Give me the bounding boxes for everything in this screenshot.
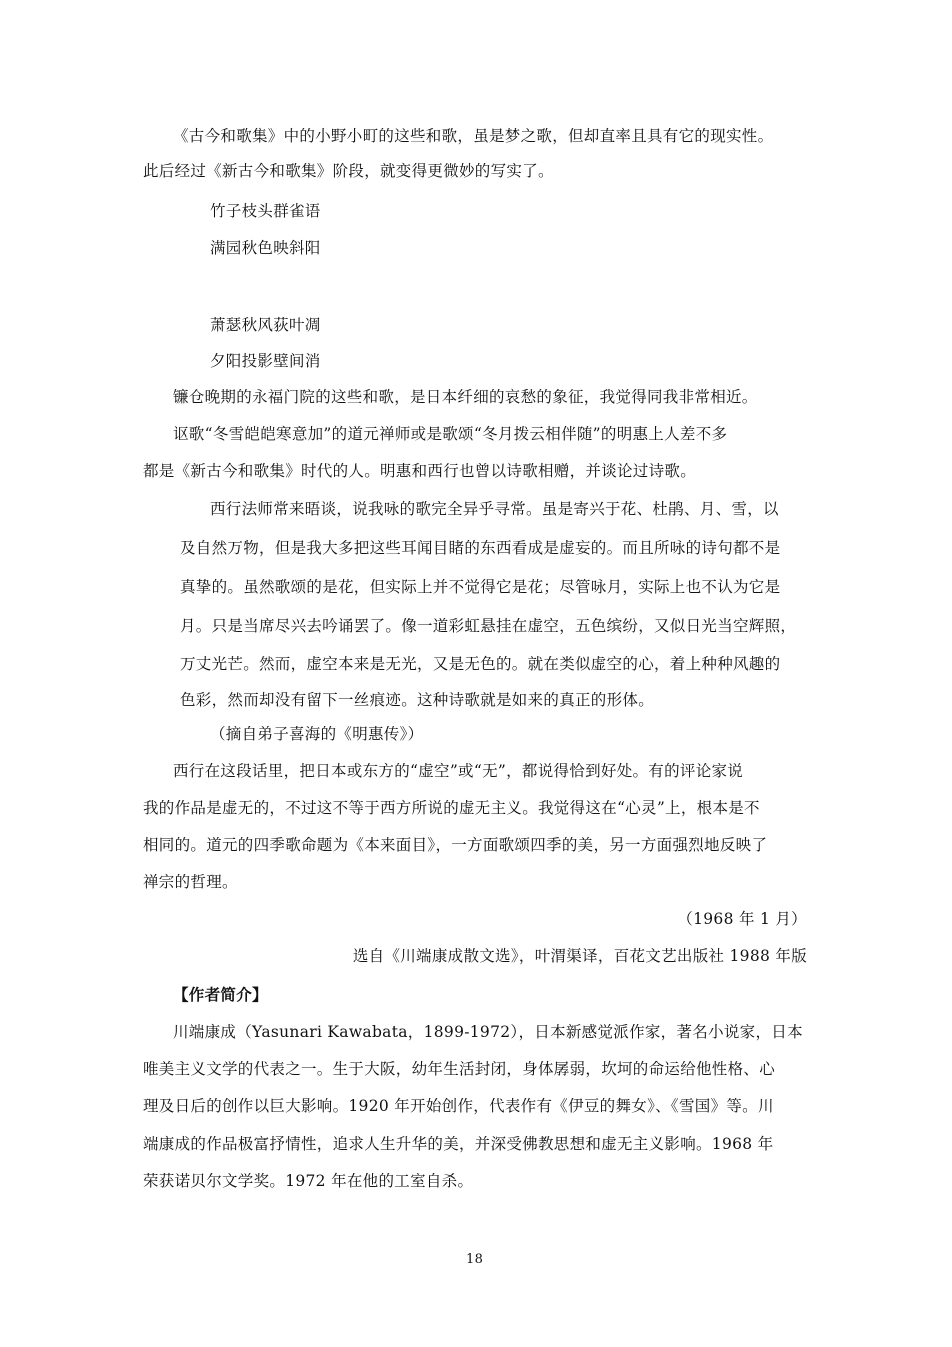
paragraph-saigyo-line-4: 禅宗的哲理。 bbox=[143, 873, 238, 891]
author-bio-line-2: 唯美主义文学的代表之一。生于大阪，幼年生活封闭，身体孱弱，坎坷的命运给他性格、心 bbox=[143, 1060, 776, 1078]
author-heading: 【作者简介】 bbox=[173, 985, 268, 1004]
date-line: （1968 年 1 月） bbox=[677, 910, 807, 928]
author-bio-line-5: 荣获诺贝尔文学奖。1972 年在他的工室自杀。 bbox=[143, 1172, 474, 1190]
quote-line-1: 西行法师常来晤谈，说我咏的歌完全异乎寻常。虽是寄兴于花、杜鹃、月、雪，以 bbox=[210, 500, 779, 518]
author-bio-line-1: 川端康成（Yasunari Kawabata，1899-1972），日本新感觉派作家，著名小说家，日本 bbox=[173, 1023, 803, 1041]
paragraph-saigyo-line-3: 相同的。道元的四季歌命题为《本来面目》，一方面歌颂四季的美，另一方面强烈地反映了 bbox=[143, 836, 768, 854]
quote-line-2: 及自然万物，但是我大多把这些耳闻目睹的东西看成是虚妄的。而且所咏的诗句都不是 bbox=[180, 539, 781, 557]
poem-1-line-1: 竹子枝头群雀语 bbox=[210, 202, 321, 220]
paragraph-saigyo-line-1: 西行在这段话里，把日本或东方的“虚空”或“无”，都说得恰到好处。有的评论家说 bbox=[173, 762, 744, 780]
quote-line-4: 月。只是当席尽兴去吟诵罢了。像一道彩虹悬挂在虚空，五色缤纷，又似日光当空辉照， bbox=[180, 617, 797, 635]
quote-line-6: 色彩，然而却没有留下一丝痕迹。这种诗歌就是如来的真正的形体。 bbox=[180, 691, 655, 709]
quote-source: （摘自弟子喜海的《明惠传》） bbox=[210, 725, 424, 743]
poem-2-line-2: 夕阳投影壁间消 bbox=[210, 352, 321, 370]
quote-line-5: 万丈光芒。然而，虚空本来是无光，又是无色的。就在类似虚空的心，着上种种风趣的 bbox=[180, 655, 781, 673]
author-bio-line-4: 端康成的作品极富抒情性，追求人生升华的美，并深受佛教思想和虚无主义影响。1968 年 bbox=[143, 1135, 774, 1153]
citation-line: 选自《川端康成散文选》，叶渭渠译，百花文艺出版社 1988 年版 bbox=[352, 947, 807, 965]
poem-1-line-2: 满园秋色映斜阳 bbox=[210, 239, 321, 257]
author-bio-line-3: 理及日后的创作以巨大影响。1920 年开始创作，代表作有《伊豆的舞女》、《雪国》等。川 bbox=[143, 1097, 774, 1115]
quote-line-3: 真挚的。虽然歌颂的是花，但实际上并不觉得它是花；尽管咏月，实际上也不认为它是 bbox=[180, 578, 781, 596]
paragraph-dogen-line-2: 都是《新古今和歌集》时代的人。明惠和西行也曾以诗歌相赠，并谈论过诗歌。 bbox=[143, 462, 697, 480]
paragraph-saigyo-line-2: 我的作品是虚无的，不过这不等于西方所说的虚无主义。我觉得这在“心灵”上，根本是不 bbox=[143, 799, 760, 817]
page-number: 18 bbox=[466, 1252, 484, 1267]
intro-line-1: 《古今和歌集》中的小野小町的这些和歌，虽是梦之歌，但却直率且具有它的现实性。 bbox=[173, 127, 774, 145]
paragraph-dogen-line-1: 讴歌“冬雪皑皑寒意加”的道元禅师或是歌颂“冬月拨云相伴随”的明惠上人差不多 bbox=[173, 425, 728, 443]
paragraph-kamakura: 镰仓晚期的永福门院的这些和歌，是日本纤细的哀愁的象征，我觉得同我非常相近。 bbox=[173, 388, 758, 406]
poem-2-line-1: 萧瑟秋风荻叶凋 bbox=[210, 316, 321, 334]
intro-line-2: 此后经过《新古今和歌集》阶段，就变得更微妙的写实了。 bbox=[143, 162, 554, 180]
